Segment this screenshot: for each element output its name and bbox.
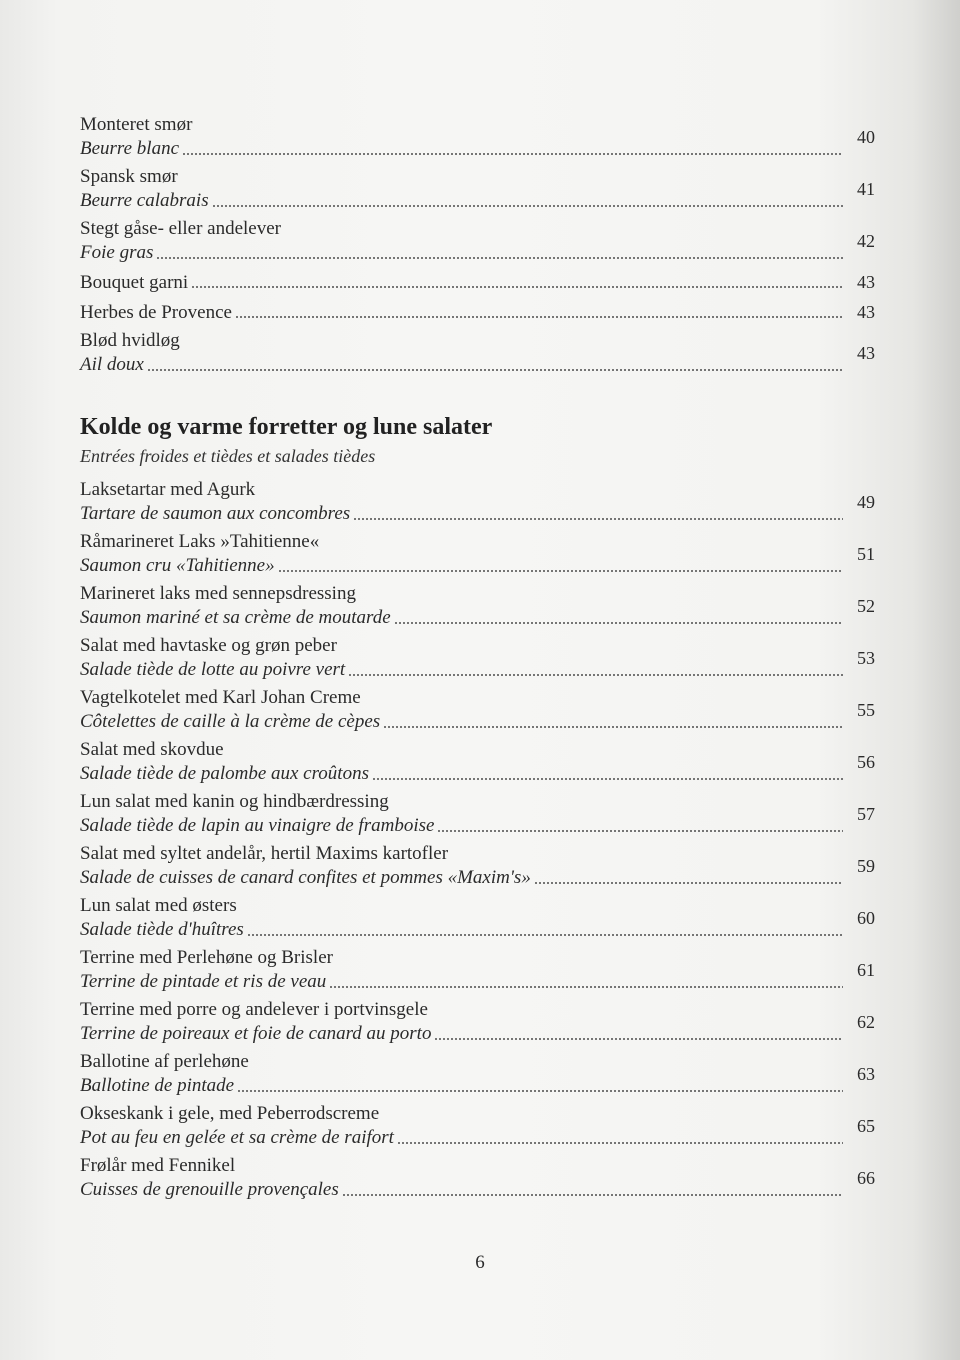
dot-leader [534,881,843,885]
dot-leader [353,517,843,521]
toc-entry [80,738,875,786]
dot-leader [191,285,843,289]
entry-page-number: 49 [857,492,875,512]
toc-entry [80,842,875,890]
entry-page-number: 43 [857,302,875,322]
toc-entry [80,894,875,942]
entry-french: Salade tiède de lapin au vinaigre de framboise [80,815,435,836]
entry-page-number: 61 [857,960,875,980]
entry-page-number: 41 [857,179,875,199]
dot-leader [394,621,843,625]
dot-leader [212,204,843,208]
entry-page-number: 56 [857,752,875,772]
toc-entry [80,998,875,1046]
entry-danish: Laksetartar med Agurk [80,479,256,500]
entry-danish: Lun salat med kanin og hindbærdressing [80,791,389,812]
entry-page-number: 53 [857,648,875,668]
entry-danish: Okseskank i gele, med Peberrodscreme [80,1103,380,1124]
entry-french: Foie gras [80,242,154,263]
entry-danish: Herbes de Provence [80,302,232,323]
toc-entry [80,1050,875,1098]
toc-entry [80,113,875,161]
toc-entry [80,217,875,265]
dot-leader [235,315,843,319]
entry-french: Salade tiède d'huîtres [80,919,244,940]
entry-page-number: 40 [857,127,875,147]
entry-danish: Ballotine af perlehøne [80,1051,249,1072]
toc-section-block [80,412,875,1206]
entry-french: Salade tiède de lotte au poivre vert [80,659,346,680]
toc-entry [80,165,875,213]
dot-leader [237,1089,843,1093]
entry-page-number: 59 [857,856,875,876]
entry-danish: Stegt gåse- eller andelever [80,218,281,239]
toc-entry [80,1102,875,1150]
entry-danish: Terrine med Perlehøne og Brisler [80,947,333,968]
dot-leader [437,829,843,833]
entry-page-number: 63 [857,1064,875,1084]
entry-french: Beurre blanc [80,138,180,159]
entry-page-number: 43 [857,272,875,292]
toc-entry [80,634,875,682]
toc-entry [80,686,875,734]
dot-leader [383,725,843,729]
toc-entry [80,299,875,325]
entry-danish: Blød hvidløg [80,330,180,351]
dot-leader [329,985,843,989]
entry-page-number: 55 [857,700,875,720]
entry-french: Tartare de saumon aux concombres [80,503,351,524]
entry-page-number: 66 [857,1168,875,1188]
entry-french: Beurre calabrais [80,190,209,211]
section-title: Kolde og varme forretter og lune salater [80,414,493,440]
entry-french: Cuisses de grenouille provençales [80,1179,339,1200]
toc-entry [80,582,875,630]
entry-page-number: 62 [857,1012,875,1032]
dot-leader [434,1037,843,1041]
entry-page-number: 57 [857,804,875,824]
entry-french: Pot au feu en gelée et sa crème de raifort [80,1127,394,1148]
dot-leader [397,1141,843,1145]
entry-danish: Salat med skovdue [80,739,224,760]
entry-danish: Bouquet garni [80,272,189,293]
toc-entry [80,1154,875,1202]
entry-danish: Råmarineret Laks »Tahitienne« [80,531,320,552]
entry-french: Terrine de poireaux et foie de canard au porto [80,1023,432,1044]
entry-danish: Marineret laks med sennepsdressing [80,583,356,604]
toc-top-block [80,113,875,381]
page-folio-number: 6 [475,1252,485,1273]
entry-danish: Spansk smør [80,166,178,187]
dot-leader [372,777,843,781]
entry-danish: Terrine med porre og andelever i portvinsgele [80,999,428,1020]
entry-danish: Monteret smør [80,114,193,135]
entry-french: Salade tiède de palombe aux croûtons [80,763,369,784]
entry-page-number: 51 [857,544,875,564]
entry-french: Saumon cru «Tahitienne» [80,555,275,576]
entry-page-number: 52 [857,596,875,616]
toc-entry [80,946,875,994]
entry-danish: Vagtelkotelet med Karl Johan Creme [80,687,361,708]
dot-leader [342,1193,843,1197]
entry-danish: Salat med havtaske og grøn peber [80,635,337,656]
entry-danish: Frølår med Fennikel [80,1155,236,1176]
section-subtitle: Entrées froides et tièdes et salades tièdes [80,446,376,466]
dot-leader [278,569,843,573]
dot-leader [247,933,843,937]
entry-page-number: 42 [857,231,875,251]
toc-entry [80,530,875,578]
entry-french: Ail doux [80,354,144,375]
dot-leader [156,256,843,260]
entry-danish: Salat med syltet andelår, hertil Maxims kartofler [80,843,449,864]
entry-french: Salade de cuisses de canard confites et pommes «Maxim's» [80,867,531,888]
toc-entry [80,269,875,295]
entry-page-number: 60 [857,908,875,928]
entry-french: Ballotine de pintade [80,1075,235,1096]
toc-entry [80,329,875,377]
entry-page-number: 65 [857,1116,875,1136]
entry-danish: Lun salat med østers [80,895,237,916]
entry-page-number: 43 [857,343,875,363]
toc-entry [80,790,875,838]
entry-french: Terrine de pintade et ris de veau [80,971,327,992]
entry-french: Côtelettes de caille à la crème de cèpes [80,711,381,732]
toc-entry [80,478,875,526]
dot-leader [182,152,843,156]
dot-leader [348,673,843,677]
dot-leader [147,368,843,372]
entry-french: Saumon mariné et sa crème de moutarde [80,607,391,628]
